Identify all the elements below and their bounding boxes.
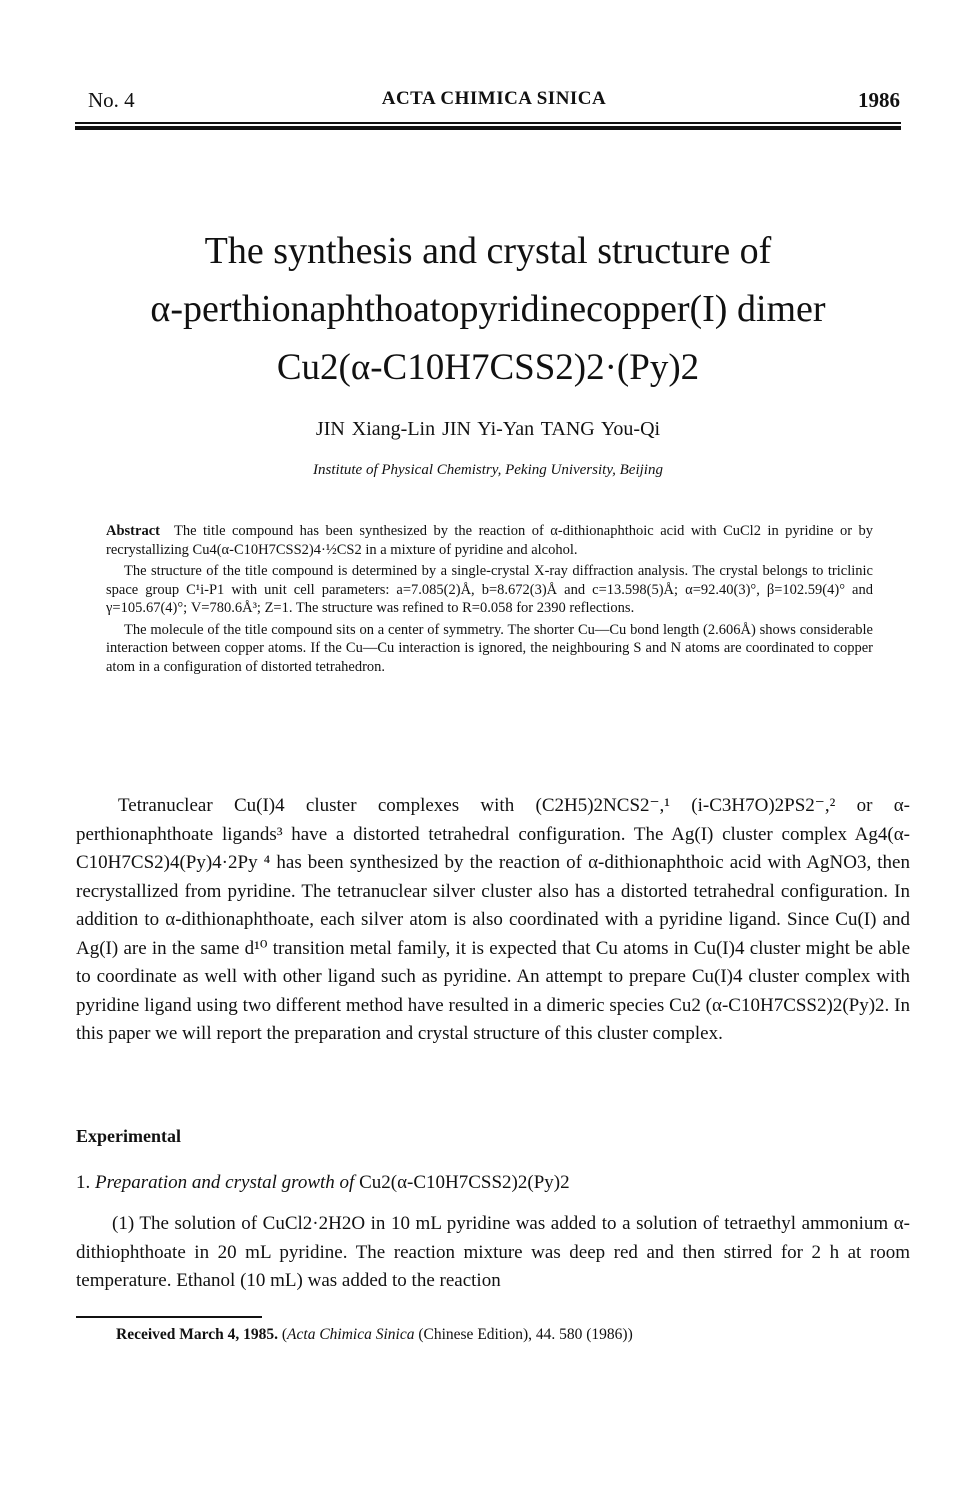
citation-details: (Chinese Edition), 44. 580 (1986)) [418, 1326, 633, 1343]
subsection-heading [76, 1172, 910, 1194]
running-header [88, 82, 900, 116]
header-rule-thin [75, 122, 901, 124]
header-rule-thick [75, 126, 901, 130]
title-line-1: The synthesis and crystal structure of [204, 230, 772, 272]
footnote: Received March 4, 1985. (Acta Chimica Sinica (Chinese Edition), 44. 580 (1986)) [116, 1326, 633, 1343]
introduction [76, 792, 910, 1049]
publication-year: 1986 [858, 88, 900, 112]
received-date: Received March 4, 1985. [116, 1326, 278, 1343]
citation-journal: Acta Chimica Sinica [287, 1326, 415, 1343]
author-list: JIN Xiang-Lin JIN Yi-Yan TANG You-Qi [315, 418, 661, 440]
subsection-title: Preparation and crystal growth of [95, 1172, 355, 1193]
title-formula: Cu2(α-C10H7CSS2)2·(Py)2 [276, 347, 700, 388]
footnote-rule [76, 1316, 262, 1318]
abstract [106, 522, 873, 676]
subsection-number: 1. [76, 1172, 91, 1193]
journal-name: ACTA CHIMICA SINICA [381, 88, 607, 109]
issue-number: No. 4 [88, 88, 135, 112]
affiliation: Institute of Physical Chemistry, Peking University, Beijing [313, 462, 663, 478]
abstract-paragraph-2: The structure of the title compound is determined by a single-crystal X-ray diffraction analysis. The crystal belongs to triclinic space group C¹i-P1 with unit cell parameters: a=7.085(2)Å, b=8.672(3)Å and c=13.598(5)Å; α=92.40(3)°, β=102.59(4)° and γ=105.67(4)°; V=780.6Å³; Z=1. The structure was refined to R=0.058 for 2390 reflections. [106, 563, 873, 616]
procedure-paragraph: (1) The solution of CuCl2·2H2O in 10 mL pyridine was added to a solution of tetraethyl ammonium α-dithiophthoate in 20 mL pyridine. The reaction mixture was deep red and then stirred for 2 h at room temperature. Ethanol (10 mL) was added to the reaction [76, 1213, 910, 1291]
title-line-2: α-perthionaphthoatopyridinecopper(I) dimer [150, 288, 826, 330]
procedure [76, 1210, 910, 1296]
section-heading-experimental: Experimental [76, 1126, 181, 1146]
abstract-paragraph-3: The molecule of the title compound sits on a center of symmetry. The shorter Cu—Cu bond length (2.606Å) shows considerable interaction between copper atoms. If the Cu—Cu interaction is ignored, the neighbouring S and N atoms are coordinated to copper atom in a configuration of distorted tetrahedron. [106, 621, 873, 675]
abstract-text-1: The title compound has been synthesized by the reaction of α-dithionaphthoic acid with CuCl2 in pyridine or by recrystallizing Cu4(α-C10H7CSS2)4·½CS2 in a mixture of pyridine and alcohol. [106, 523, 873, 558]
subsection-formula: Cu2(α-C10H7CSS2)2(Py)2 [359, 1172, 570, 1193]
paper-title [60, 222, 916, 398]
intro-paragraph: Tetranuclear Cu(I)4 cluster complexes with (C2H5)2NCS2⁻,¹ (i-C3H7O)2PS2⁻,² or α-perthionaphthoate ligands³ have a distorted tetrahedral configuration. The Ag(I) cluster complex Ag4(α-C10H7CS2)4(Py)4·2Py ⁴ has been synthesized by the reaction of α-dithionaphthoic acid with AgNO3, then recrystallized from pyridine. The tetranuclear silver cluster also has a distorted tetrahedral configuration. In addition to α-dithionaphthoate, each silver atom is also coordinated with a pyridine ligand. Since Cu(I) and Ag(I) are in the same d¹⁰ transition metal family, it is expected that Cu atoms in Cu(I)4 cluster might be able to coordinate as well with other ligand such as pyridine. An attempt to prepare Cu(I)4 cluster complex with pyridine ligand using two different method have resulted in a dimeric species Cu2 (α-C10H7CSS2)2(Py)2. In this paper we will report the preparation and crystal structure of this cluster complex. [76, 795, 910, 1044]
abstract-label: Abstract [106, 523, 160, 539]
abstract-paragraph-1 [106, 522, 873, 559]
